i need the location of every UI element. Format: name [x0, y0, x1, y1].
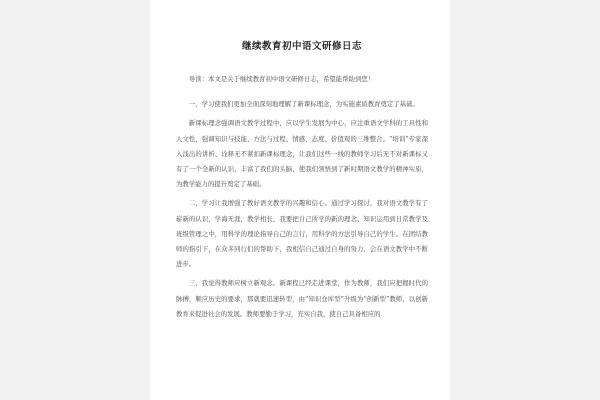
body-paragraph-4: 三、我觉得教师应树立新观念。新课程已经走进课堂，作为教师，我们应把握时代的脉搏，顺应历史的要求，那就要迅速转型，由“知识仓库型”升级为“创新型”教师，以创新教育来促进社会的发展。教师要勤于学习，充实自我，使自己具备相应的 — [176, 279, 428, 318]
intro-paragraph: 导读：本文是关于继续教育初中语文研修日志，希望能帮助到您！ — [188, 75, 375, 83]
body-paragraph-2: 新课标理念强调语文教学过程中，应以学生发展为中心，应注重语文学科的工具性和人文性，强调知识与技能、方法与过程、情感、态度、价值观的三维整合。“培训”专家深入浅出的讲析、诠释无不紧扣新课标理念，让我们这些一线的教师学习后无不对新课标又有了一个全新的认识，丰富了我们的头脑，使我们领悟到了新时期语文教学的精神实质，为教学能力的提升奠定了基础。 — [176, 119, 428, 189]
document-page — [150, 0, 450, 400]
body-paragraph-3: 二、学习让我增强了教好语文教学的兴趣和信心。通过学习探讨，我对语文教学有了崭新的认识，学海无涯，教学相长，我要把自己所学的新的理念、知识运用到日常教学及班级管理之中，用科学的理论指导自己的言行，用科学的方法引导自己的学生。在团结教师的指引下，在众多同行们的帮助下，我相信自己通过自身的努力，会在语文教学中不断进步。 — [176, 199, 428, 269]
document-title: 继续教育初中语文研修日志 — [241, 41, 362, 52]
body-paragraph-1: 一、学习使我们更加全面深刻地理解了新课标理念，为实施素质教育奠定了基础。 — [188, 100, 419, 109]
